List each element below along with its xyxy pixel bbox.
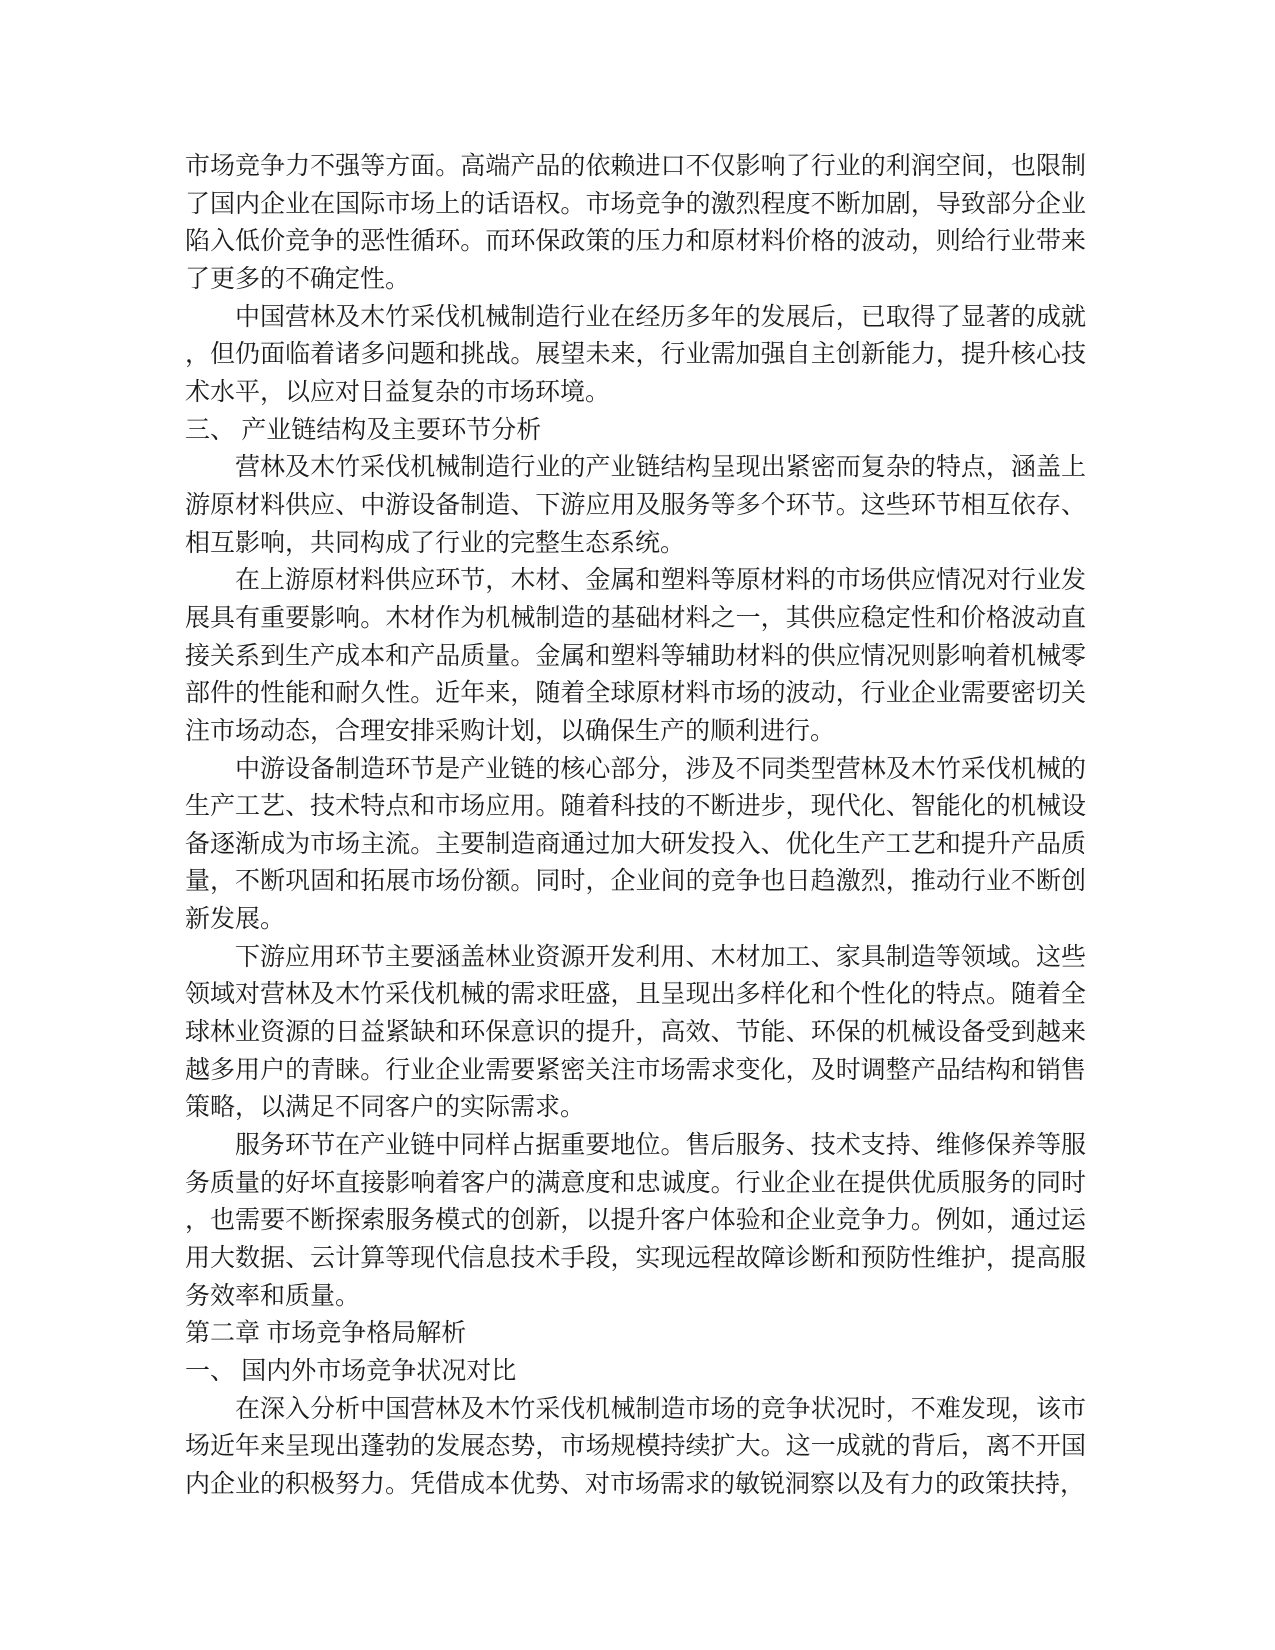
paragraph: 营林及木竹采伐机械制造行业的产业链结构呈现出紧密而复杂的特点，涵盖上游原材料供应、中游设备制造、下游应用及服务等多个环节。这些环节相互依存、相互影响，共同构成了行业的完整生态系统。 [185,454,1086,557]
paragraph: 下游应用环节主要涵盖林业资源开发利用、木材加工、家具制造等领域。这些领域对营林及木竹采伐机械的需求旺盛，且呈现出多样化和个性化的特点。随着全球林业资源的日益紧缺和环保意识的提升，高效、节能、环保的机械设备受到越来越多用户的青睐。行业企业需要紧密关注市场需求变化，及时调整产品结构和销售策略，以满足不同客户的实际需求。 [185,943,1086,1122]
heading-chapter: 第二章 市场竞争格局解析 [185,1320,467,1348]
paragraph: 在上游原材料供应环节，木材、金属和塑料等原材料的市场供应情况对行业发展具有重要影响。木材作为机械制造的基础材料之一，其供应稳定性和价格波动直接关系到生产成本和产品质量。金属和塑料等辅助材料的供应情况则影响着机械零部件的性能和耐久性。近年来，随着全球原材料市场的波动，行业企业需要密切关注市场动态，合理安排采购计划，以确保生产的顺利进行。 [185,567,1086,745]
paragraph: 市场竞争力不强等方面。高端产品的依赖进口不仅影响了行业的利润空间，也限制了国内企业在国际市场上的话语权。市场竞争的激烈程度不断加剧，导致部分企业陷入低价竞争的恶性循环。而环保政策的压力和原材料价格的波动，则给行业带来了更多的不确定性。 [185,153,1086,293]
paragraph: 服务环节在产业链中同样占据重要地位。售后服务、技术支持、维修保养等服务质量的好坏直接影响着客户的满意度和忠诚度。行业企业在提供优质服务的同时，也需要不断探索服务模式的创新，以提升客户体验和企业竞争力。例如，通过运用大数据、云计算等现代信息技术手段，实现远程故障诊断和预防性维护，提高服务效率和质量。 [185,1132,1086,1310]
paragraph: 中国营林及木竹采伐机械制造行业在经历多年的发展后，已取得了显著的成就，但仍面临着诸多问题和挑战。展望未来，行业需加强自主创新能力，提升核心技术水平，以应对日益复杂的市场环境。 [185,303,1086,406]
document-body [185,148,1086,1504]
paragraph: 在深入分析中国营林及木竹采伐机械制造市场的竞争状况时，不难发现，该市场近年来呈现出蓬勃的发展态势，市场规模持续扩大。这一成就的背后，离不开国内企业的积极努力。凭借成本优势、对市场需求的敏锐洞察以及有力的政策扶持， [185,1395,1086,1498]
heading-section: 一、 国内外市场竞争状况对比 [185,1358,517,1385]
paragraph: 中游设备制造环节是产业链的核心部分，涉及不同类型营林及木竹采伐机械的生产工艺、技术特点和市场应用。随着科技的不断进步，现代化、智能化的机械设备逐渐成为市场主流。主要制造商通过加大研发投入、优化生产工艺和提升产品质量，不断巩固和拓展市场份额。同时，企业间的竞争也日趋激烈，推动行业不断创新发展。 [185,755,1086,934]
heading-section: 三、 产业链结构及主要环节分析 [185,416,542,444]
